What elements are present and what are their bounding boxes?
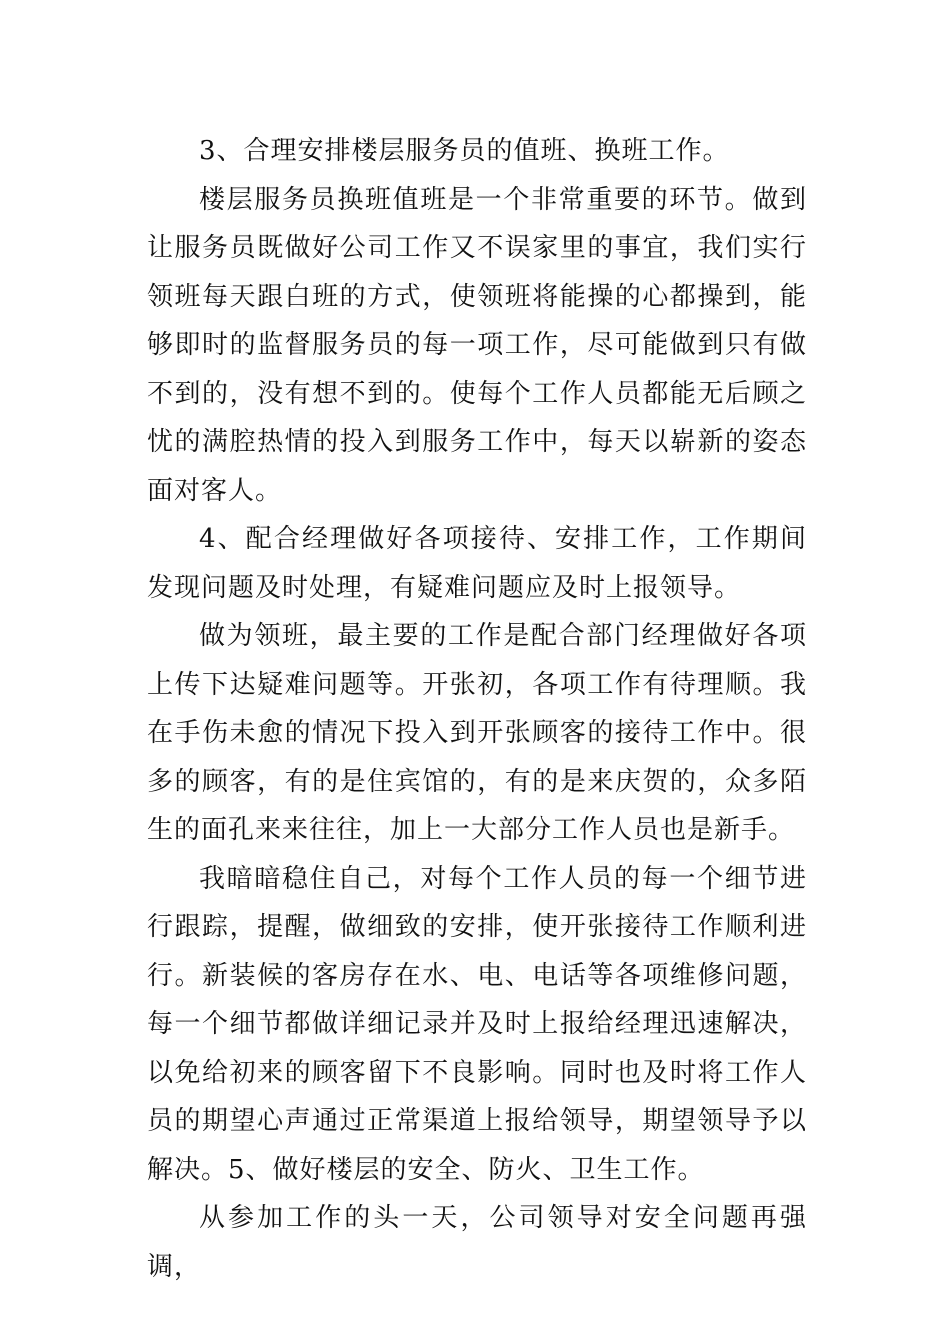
paragraph-shift-arrangement-heading: 3、合理安排楼层服务员的值班、换班工作。 bbox=[199, 136, 730, 166]
paragraph-opening-reception: 我暗暗稳住自己，对每个工作人员的每一个细节进行跟踪，提醒，做细致的安排，使开张接待工作顺利进行。新装候的客房存在水、电、电话等各项维修问题，每一个细节都做详细记录并及时上报给经理迅速解决，以免给初来的顾客留下不良影响。同时也及时将工作人员的期望心声通过正常渠道上报给领导，期望领导予以解决。5、做好楼层的安全、防火、卫生工作。 bbox=[147, 863, 807, 1185]
paragraph-shift-arrangement-body: 楼层服务员换班值班是一个非常重要的环节。做到让服务员既做好公司工作又不误家里的事宜，我们实行领班每天跟白班的方式，使领班将能操的心都操到，能够即时的监督服务员的每一项工作，尽可能做到只有做不到的，没有想不到的。使每个工作人员都能无后顾之忧的满腔热情的投入到服务工作中，每天以崭新的姿态面对客人。 bbox=[147, 184, 807, 506]
paragraph-supervisor-role: 做为领班，最主要的工作是配合部门经理做好各项上传下达疑难问题等。开张初，各项工作有待理顺。我在手伤未愈的情况下投入到开张顾客的接待工作中。很多的顾客，有的是住宾馆的，有的是来庆贺的，众多陌生的面孔来来往往，加上一大部分工作人员也是新手。 bbox=[147, 621, 807, 845]
paragraph-manager-cooperation-heading: 4、配合经理做好各项接待、安排工作，工作期间发现问题及时处理，有疑难问题应及时上报领导。 bbox=[147, 524, 807, 603]
paragraph-safety-intro: 从参加工作的头一天，公司领导对安全问题再强调， bbox=[147, 1203, 807, 1282]
document-body bbox=[147, 127, 807, 1291]
